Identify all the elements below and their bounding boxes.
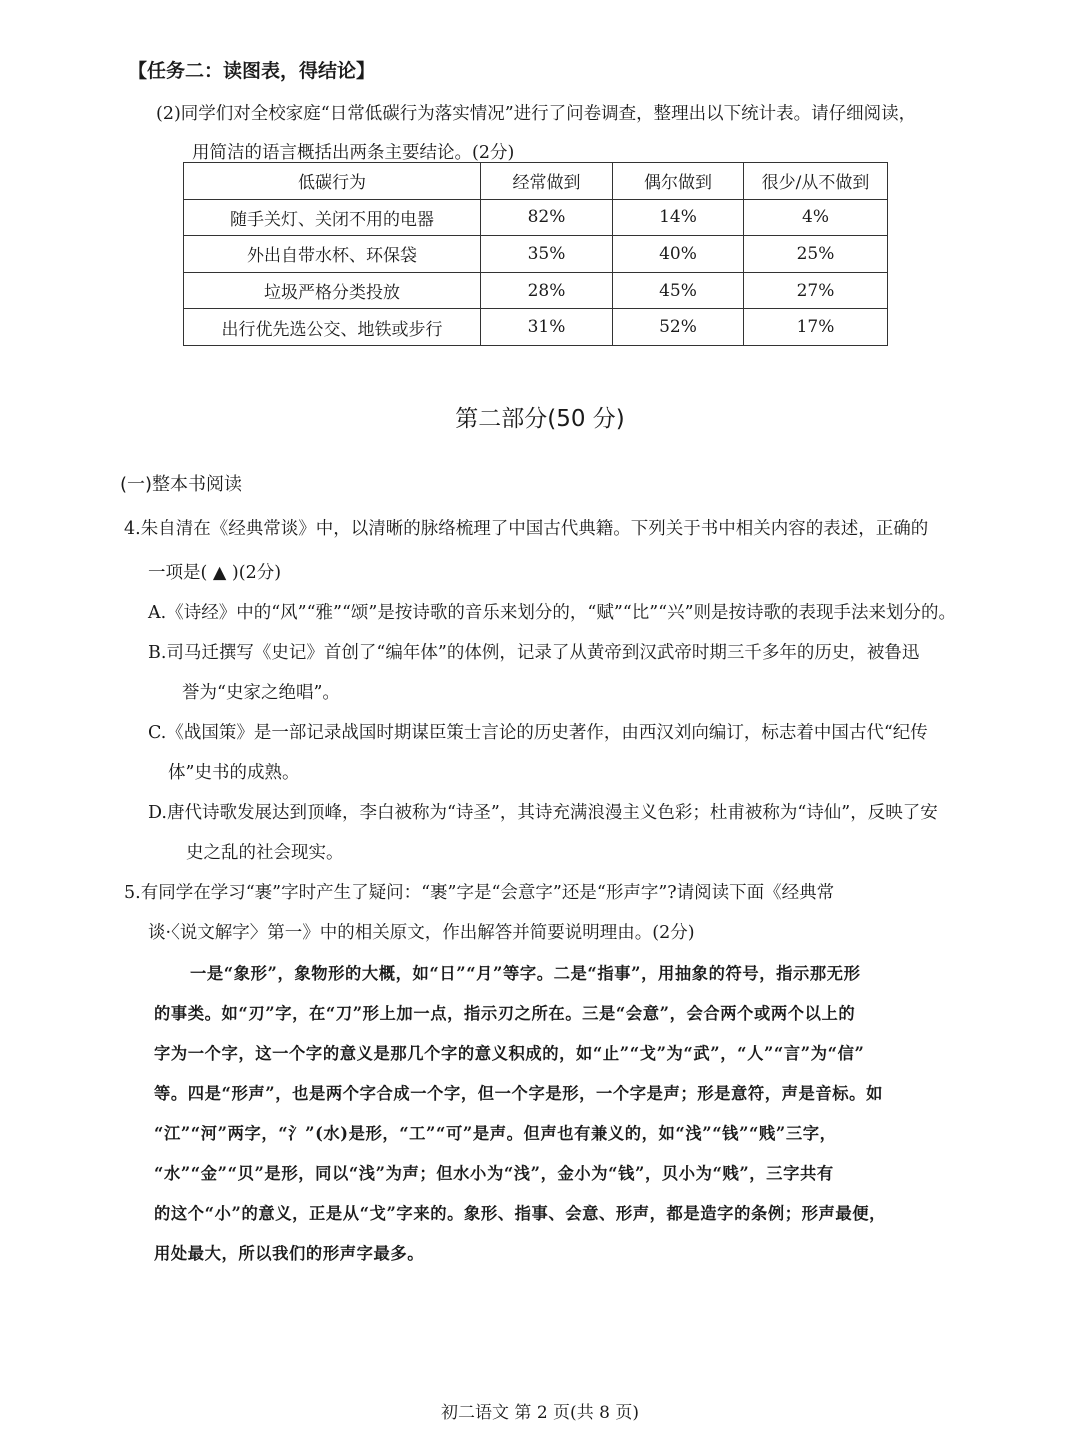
question-5-line1: 5.有同学在学习“裹”字时产生了疑问：“裹”字是“会意字”还是“形声字”?请阅读下面《经典常: [124, 883, 835, 903]
table-row: [184, 309, 888, 346]
table-cell: 82%: [481, 199, 613, 236]
option-d-line2: 史之乱的社会现实。: [186, 843, 344, 863]
option-a: A.《诗经》中的“风”“雅”“颂”是按诗歌的音乐来划分的，“赋”“比”“兴”则是按诗歌的表现手法来划分的。: [148, 603, 957, 623]
option-c-line2: 体”史书的成熟。: [168, 763, 300, 783]
table-header-cell: 经常做到: [481, 163, 613, 200]
option-d-line1: D.唐代诗歌发展达到顶峰，李白被称为“诗圣”，其诗充满浪漫主义色彩；杜甫被称为“诗仙”，反映了安: [148, 803, 938, 823]
table-cell: 40%: [613, 236, 744, 273]
passage-line: “江”“河”两字，“氵”(水)是形，“工”“可”是声。但声也有兼义的，如“浅”“钱”“贱”三字，: [154, 1124, 837, 1143]
table-cell: 出行优先选公交、地铁或步行: [184, 309, 481, 346]
option-b-line2: 誉为“史家之绝唱”。: [182, 683, 340, 703]
passage-line: 的这个“小”的意义，正是从“戈”字来的。象形、指事、会意、形声，都是造字的条例；形声最便，: [154, 1204, 886, 1223]
table-cell: 35%: [481, 236, 613, 273]
question-2-intro-line1: (2)同学们对全校家庭“日常低碳行为落实情况”进行了问卷调查，整理出以下统计表。请仔细阅读，: [156, 104, 917, 124]
table-cell: 25%: [744, 236, 888, 273]
table-header-row: [184, 163, 888, 200]
passage-line: 的事类。如“刃”字，在“刀”形上加一点，指示刃之所在。三是“会意”，会合两个或两个以上的: [154, 1004, 856, 1023]
table-row: [184, 236, 888, 273]
table-row: [184, 199, 888, 236]
question-2-intro-line2: 用简洁的语言概括出两条主要结论。(2分): [192, 143, 515, 163]
passage-line: 字为一个字，这一个字的意义是那几个字的意义积成的，如“止”“戈”为“武”，“人”“言”为“信”: [154, 1044, 865, 1063]
table-row: [184, 272, 888, 309]
table-cell: 28%: [481, 272, 613, 309]
passage-line: 一是“象形”，象物形的大概，如“日”“月”等字。二是“指事”，用抽象的符号，指示那无形: [190, 964, 861, 983]
part-title: 第二部分(50 分): [455, 406, 625, 432]
table-cell: 45%: [613, 272, 744, 309]
question-5-line2: 谈·〈说文解字〉第一》中的相关原文，作出解答并简要说明理由。(2分): [148, 923, 695, 943]
table-cell: 52%: [613, 309, 744, 346]
table-cell: 27%: [744, 272, 888, 309]
page-footer: 初二语文 第 2 页(共 8 页): [441, 1403, 639, 1423]
option-b-line1: B.司马迁撰写《史记》首创了“编年体”的体例，记录了从黄帝到汉武帝时期三千多年的历史，被鲁迅: [148, 643, 920, 663]
survey-table: [183, 162, 888, 346]
table-header-cell: 偶尔做到: [613, 163, 744, 200]
table-header-cell: 很少/从不做到: [744, 163, 888, 200]
table-header-cell: 低碳行为: [184, 163, 481, 200]
question-4-line2: 一项是( ▲ )(2分): [148, 563, 282, 583]
table-cell: 31%: [481, 309, 613, 346]
task-heading: 【任务二：读图表，得结论】: [128, 60, 376, 82]
table-cell: 外出自带水杯、环保袋: [184, 236, 481, 273]
option-c-line1: C.《战国策》是一部记录战国时期谋臣策士言论的历史著作，由西汉刘向编订，标志着中国古代“纪传: [148, 723, 928, 743]
table-cell: 随手关灯、关闭不用的电器: [184, 199, 481, 236]
section-title: (一)整本书阅读: [120, 474, 243, 495]
table-cell: 17%: [744, 309, 888, 346]
question-4-line1: 4.朱自清在《经典常谈》中，以清晰的脉络梳理了中国古代典籍。下列关于书中相关内容的表述，正确的: [124, 519, 929, 539]
passage-line: 等。四是“形声”，也是两个字合成一个字，但一个字是形，一个字是声；形是意符，声是音标。如: [154, 1084, 883, 1103]
table-cell: 垃圾严格分类投放: [184, 272, 481, 309]
passage-line: “水”“金”“贝”是形，同以“浅”为声；但水小为“浅”，金小为“钱”，贝小为“贱”，三字共有: [154, 1164, 834, 1183]
passage-line: 用处最大，所以我们的形声字最多。: [154, 1244, 425, 1263]
table-cell: 4%: [744, 199, 888, 236]
table-cell: 14%: [613, 199, 744, 236]
